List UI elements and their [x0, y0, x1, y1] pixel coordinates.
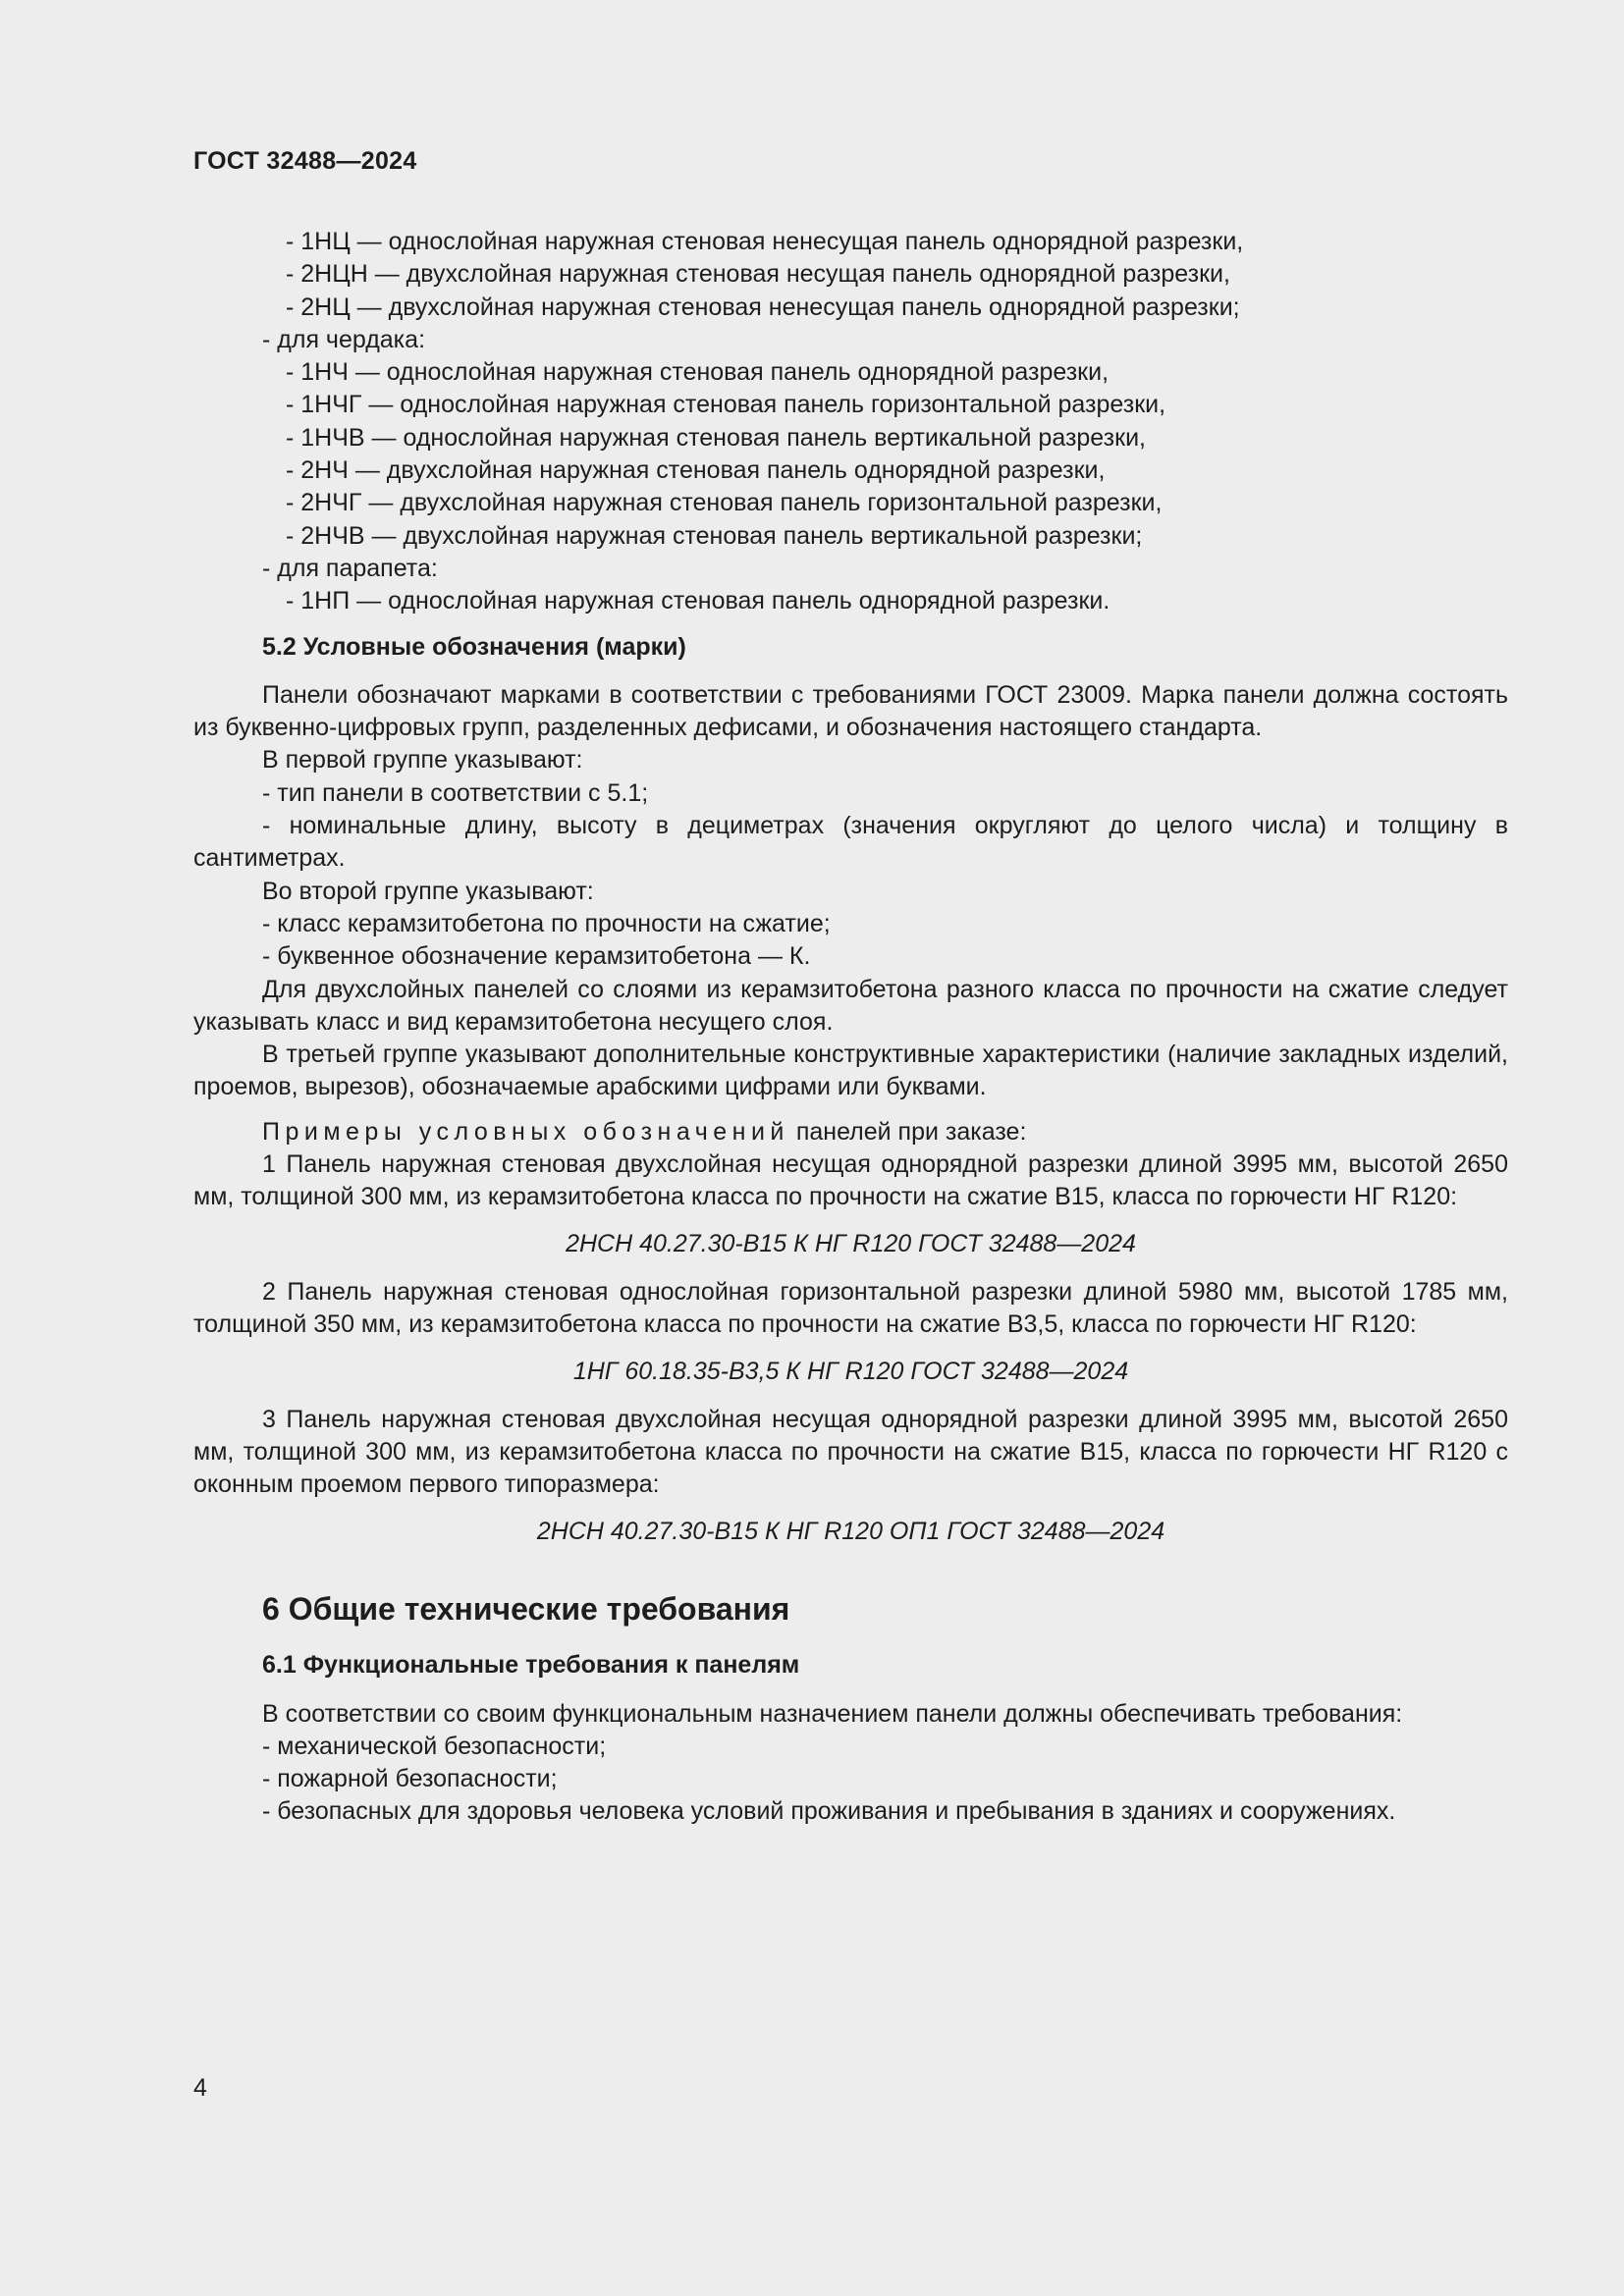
paragraph: Панели обозначают марками в соответствии с требованиями ГОСТ 23009. Марка панели должна состоять из буквенно-цифровых групп, разделенных дефисами, и обозначения настоящего стандарта. [193, 680, 1508, 742]
list-item: - 2НЧГ — двухслойная наружная стеновая панель горизонтальной разрезки, [286, 489, 1163, 517]
page-number: 4 [193, 2074, 207, 2102]
list-item: - 2НЦ — двухслойная наружная стеновая ненесущая панель однорядной разрезки; [286, 293, 1240, 321]
list-item: - класс керамзитобетона по прочности на сжатие; [262, 909, 831, 937]
section-heading-6-1: 6.1 Функциональные требования к панелям [262, 1651, 800, 1680]
list-item: - номинальные длину, высоту в дециметрах (значения округляют до целого числа) и толщину в сантиметрах. [193, 812, 1508, 873]
list-item: - тип панели в соответствии с 5.1; [262, 778, 649, 807]
list-item: - 1НЧВ — однослойная наружная стеновая панель вертикальной разрезки, [286, 423, 1146, 452]
paragraph: В третьей группе указывают дополнительные конструктивные характеристики (наличие закладных изделий, проемов, вырезов), обозначаемые арабскими цифрами или буквами. [193, 1041, 1508, 1101]
paragraph: В соответствии со своим функциональным назначением панели должны обеспечивать требования: [262, 1699, 1403, 1728]
list-item: - 2НЧ — двухслойная наружная стеновая панель однорядной разрезки, [286, 456, 1106, 485]
list-item: - буквенное обозначение керамзитобетона — К. [262, 942, 811, 971]
list-item: - механической безопасности; [262, 1732, 607, 1760]
list-item: - 2НЧВ — двухслойная наружная стеновая панель вертикальной разрезки; [286, 521, 1143, 550]
list-item: - 2НЦН — двухслойная наружная стеновая несущая панель однорядной разрезки, [286, 260, 1230, 289]
section-heading-6: 6 Общие технические требования [262, 1590, 790, 1627]
page-body [193, 226, 1508, 1829]
list-item: - для чердака: [262, 325, 426, 353]
list-item: - 1НП — однослойная наружная стеновая панель однорядной разрезки. [286, 587, 1110, 615]
examples-label: Примеры условных обозначений [262, 1117, 789, 1146]
list-item: - пожарной безопасности; [262, 1765, 558, 1793]
example-3-text: 3 Панель наружная стеновая двухслойная несущая однорядной разрезки длиной 3995 мм, высотой 2650 мм, толщиной 300 мм, из керамзитобетона класса по прочности на сжатие В15, класса по горючести НГ R120 с оконным проемом первого типоразмера: [193, 1405, 1508, 1499]
list-item: - 1НЧ — однослойная наружная стеновая панель однорядной разрезки, [286, 358, 1110, 387]
paragraph: Для двухслойных панелей со слоями из керамзитобетона разного класса по прочности на сжатие следует указывать класс и вид керамзитобетона несущего слоя. [193, 975, 1508, 1036]
example-2-mark: 1НГ 60.18.35-В3,5 К НГ R120 ГОСТ 32488—2024 [572, 1357, 1129, 1385]
examples-intro [193, 1116, 1508, 1148]
example-1-text: 1 Панель наружная стеновая двухслойная несущая однорядной разрезки длиной 3995 мм, высотой 2650 мм, толщиной 300 мм, из керамзитобетона класса по прочности на сжатие В15, класса по горючести НГ R120: [193, 1150, 1508, 1211]
list-item: - 1НЦ — однослойная наружная стеновая ненесущая панель однорядной разрезки, [286, 228, 1244, 255]
example-3-mark: 2НСН 40.27.30-В15 К НГ R120 ОП1 ГОСТ 32488—2024 [536, 1517, 1165, 1545]
section-heading-5-2: 5.2 Условные обозначения (марки) [262, 632, 686, 661]
example-2-text: 2 Панель наружная стеновая однослойная горизонтальной разрезки длиной 5980 мм, высотой 1785 мм, толщиной 350 мм, из керамзитобетона класса по прочности на сжатие В3,5, класса по горючести НГ R120: [193, 1277, 1508, 1339]
panel-type-list [193, 226, 1508, 618]
paragraph: Во второй группе указывают: [262, 877, 594, 905]
list-item: - 1НЧГ — однослойная наружная стеновая панель горизонтальной разрезки, [286, 391, 1166, 419]
list-item: - безопасных для здоровья человека условий проживания и пребывания в зданиях и сооружениях. [262, 1797, 1396, 1826]
examples-suffix: панелей при заказе: [788, 1117, 1027, 1146]
list-item: - для парапета: [262, 554, 438, 582]
document-code-header: ГОСТ 32488—2024 [193, 147, 417, 175]
example-1-mark: 2НСН 40.27.30-В15 К НГ R120 ГОСТ 32488—2024 [566, 1229, 1136, 1257]
paragraph: В первой группе указывают: [262, 746, 583, 774]
